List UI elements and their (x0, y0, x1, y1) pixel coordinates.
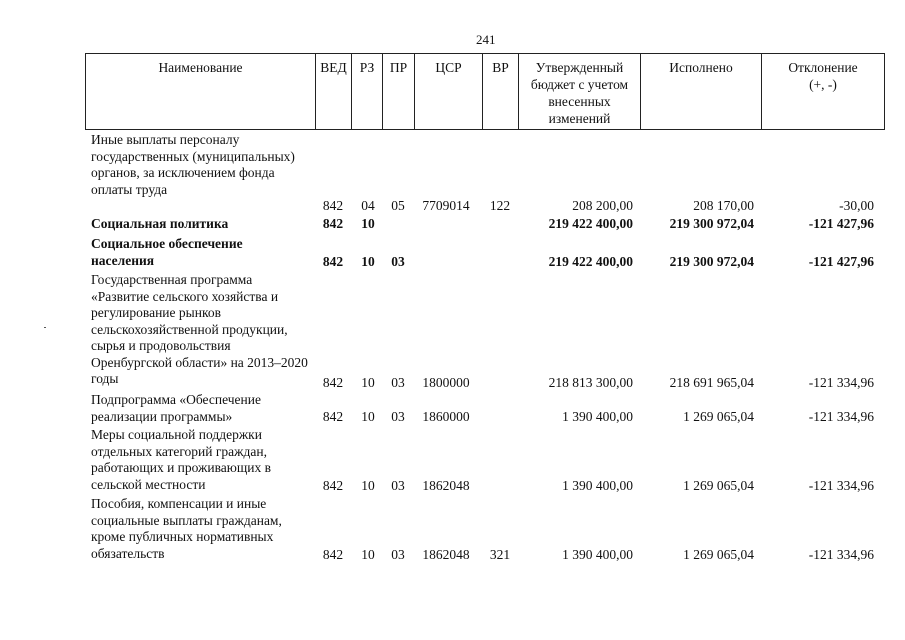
row-ved: 842 (322, 198, 344, 213)
scan-speck (44, 327, 46, 328)
row-vr: 122 (489, 198, 511, 213)
header-csr: ЦСР (414, 53, 482, 130)
row-name: Социальное обеспечение населения (91, 236, 243, 268)
row-pr: 05 (391, 198, 405, 213)
row-csr: 1800000 (422, 375, 470, 390)
header-rz: РЗ (351, 53, 382, 130)
row-pr: 03 (391, 375, 405, 390)
row-pr: 03 (391, 478, 405, 493)
header-budget: Утвержденный бюджет с учетом внесенных изменений (518, 53, 640, 130)
row-rz: 10 (361, 409, 375, 424)
row-ved: 842 (322, 375, 344, 390)
row-rz: 10 (361, 216, 375, 231)
row-deviation: -121 334,96 (808, 409, 874, 424)
row-deviation: -121 334,96 (808, 478, 874, 493)
row-budget: 218 813 300,00 (548, 375, 633, 390)
row-ved: 842 (322, 478, 344, 493)
row-executed: 219 300 972,04 (669, 216, 754, 231)
row-rz: 04 (361, 198, 375, 213)
row-csr: 1862048 (422, 547, 470, 562)
row-ved: 842 (322, 254, 344, 269)
table-header (85, 53, 885, 130)
row-name: Пособия, компенсации и иные социальные выплаты гражданам, кроме публичных нормативных обязательств (91, 496, 282, 561)
row-csr: 1860000 (422, 409, 470, 424)
row-name: Подпрограмма «Обеспечение реализации программы» (91, 392, 261, 424)
row-rz: 10 (361, 375, 375, 390)
row-pr: 03 (391, 254, 405, 269)
row-executed: 1 269 065,04 (683, 478, 754, 493)
row-budget: 1 390 400,00 (562, 478, 633, 493)
header-pr: ПР (382, 53, 414, 130)
row-name: Государственная программа «Развитие сельского хозяйства и регулирование рынков сельскохозяйственной продукции, сырья и продовольствия Оренбургской области» на 2013–2020 годы (91, 272, 308, 386)
row-deviation: -121 334,96 (808, 375, 874, 390)
row-ved: 842 (322, 547, 344, 562)
row-csr: 7709014 (422, 198, 470, 213)
row-budget: 1 390 400,00 (562, 409, 633, 424)
row-executed: 219 300 972,04 (669, 254, 754, 269)
row-executed: 1 269 065,04 (683, 409, 754, 424)
row-deviation: -121 427,96 (808, 254, 874, 269)
row-budget: 1 390 400,00 (562, 547, 633, 562)
header-vr: ВР (482, 53, 518, 130)
row-rz: 10 (361, 547, 375, 562)
header-executed: Исполнено (640, 53, 761, 130)
row-pr: 03 (391, 409, 405, 424)
row-name: Иные выплаты персоналу государственных (муниципальных) органов, за исключением фонда оплаты труда (91, 132, 295, 197)
header-name: Наименование (85, 53, 315, 130)
row-ved: 842 (322, 409, 344, 424)
row-executed: 218 691 965,04 (669, 375, 754, 390)
header-bottom-rule (85, 129, 885, 130)
row-rz: 10 (361, 254, 375, 269)
row-ved: 842 (322, 216, 344, 231)
row-name: Социальная политика (91, 216, 229, 231)
row-vr: 321 (489, 547, 511, 562)
row-csr: 1862048 (422, 478, 470, 493)
row-budget: 219 422 400,00 (548, 216, 633, 231)
row-deviation: -30,00 (839, 198, 874, 213)
header-ved: ВЕД (315, 53, 351, 130)
row-executed: 1 269 065,04 (683, 547, 754, 562)
row-budget: 208 200,00 (572, 198, 633, 213)
row-name: Меры социальной поддержки отдельных категорий граждан, работающих и проживающих в сельской местности (91, 427, 272, 492)
row-executed: 208 170,00 (693, 198, 754, 213)
row-deviation: -121 427,96 (808, 216, 874, 231)
page-number: 241 (476, 32, 496, 47)
row-deviation: -121 334,96 (808, 547, 874, 562)
row-pr: 03 (391, 547, 405, 562)
header-deviation: Отклонение (+, -) (761, 53, 885, 130)
row-rz: 10 (361, 478, 375, 493)
row-budget: 219 422 400,00 (548, 254, 633, 269)
